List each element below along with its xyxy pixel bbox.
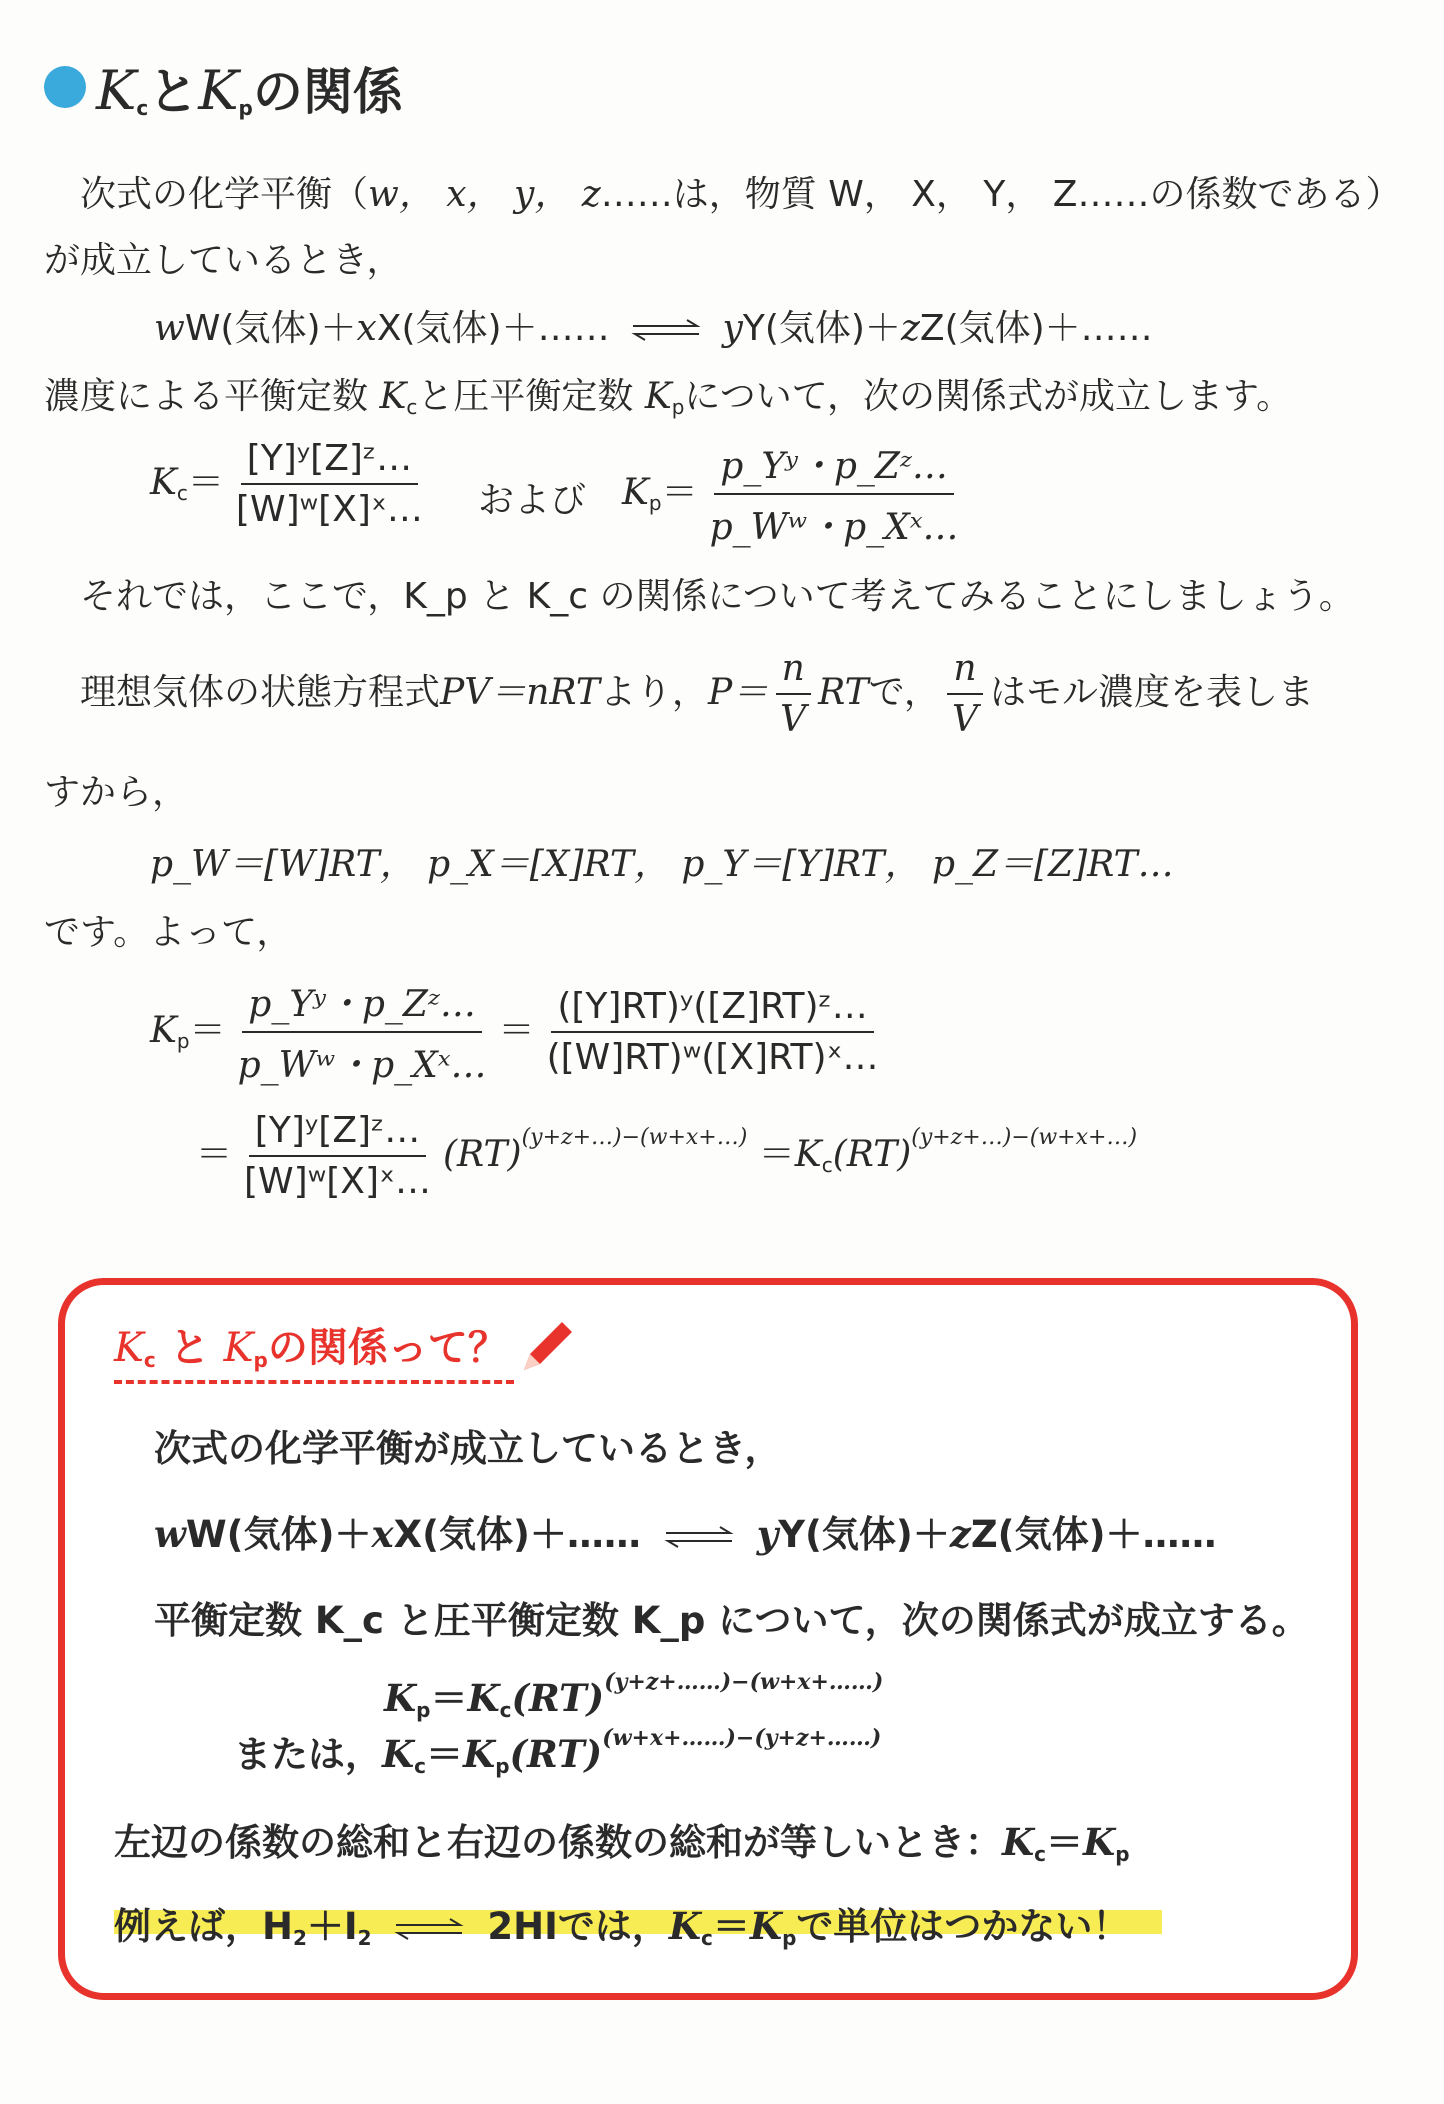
partial-pressures: p_W＝[W]RT， p_X＝[X]RT， p_Y＝[Y]RT， p_Z＝[Z]RT… <box>150 844 1174 885</box>
intro-line-1: 次式の化学平衡（w， x， y， z……は，物質 W， X， Y， Z……の係数である） <box>80 174 1402 215</box>
box-formula-2: または，$K_c=K_p(RT)^{(w+x+\dots\dots)-(y+z+\dots\dots)}$ <box>234 1725 882 1778</box>
ideal-gas-para-end: すから， <box>44 772 189 813</box>
box-title: $K_c$ と $K_p$の関係って？ <box>114 1325 508 1372</box>
pencil-icon <box>516 1318 576 1378</box>
box-line-3: 平衡定数 K_c と圧平衡定数 K_p について，次の関係式が成立する。 <box>154 1599 1309 1642</box>
box-line-1: 次式の化学平衡が成立しているとき， <box>154 1427 782 1470</box>
equilibrium-arrow-icon <box>631 319 701 341</box>
therefore-line: です。よって， <box>44 912 293 953</box>
equilibrium-equation: wW(気体)＋xX(気体)＋…… yY(気体)＋zZ(気体)＋…… <box>154 308 1153 349</box>
para-relation: それでは，ここで，K_p と K_c の関係について考えてみることにしましょう。 <box>80 576 1355 617</box>
derivation-line-1: $K_p=$ $\frac{\text{p\_Yʸ・p\_Zᶻ…}}{\text{p\_Wʷ・p\_Xˣ…}}$ ＝ $\frac{\text{([Y]RT)ʸ([Z]RT)ᶻ…}}{\text{([W]RT)ʷ([X]RT)ˣ…}}$ <box>150 976 890 1088</box>
box-equation: wW(気体)＋xX(気体)＋…… yY(気体)＋zZ(気体)＋…… <box>154 1512 1217 1556</box>
equilibrium-arrow-icon <box>664 1526 734 1548</box>
bullet-dot-icon <box>44 66 86 108</box>
kp-definition: $K_p=$ $\frac{\text{p\_Yʸ・p\_Zᶻ…}}{\text{p\_Wʷ・p\_Xˣ…}}$ <box>622 438 971 550</box>
equilibrium-arrow-icon <box>394 1918 464 1940</box>
box-formula-1: $K_p=K_c(RT)^{(y+z+\dots\dots)-(w+x+\dots\dots)}$ <box>384 1669 884 1722</box>
ideal-gas-para: 理想気体の状態方程式PV＝nRTより，P＝ $\frac{n}{V}$ RTで， $\frac{n}{V}$ はモル濃度を表しま <box>80 648 1314 740</box>
title-underline <box>114 1380 514 1384</box>
section-title: $K_c$と$K_p$の関係 <box>96 59 403 122</box>
kc-kp-intro: 濃度による平衡定数 $K_c$と圧平衡定数 $K_p$について，次の関係式が成立します。 <box>44 376 1293 419</box>
box-line-5: 左辺の係数の総和と右辺の係数の総和が等しいとき：$K_c=K_p$ <box>114 1820 1130 1866</box>
and-label: および <box>478 480 587 521</box>
box-line-6: 例えば，$H_2+I_2$ 2HIでは，$K_c=K_p$で単位はつかない！ <box>114 1904 1130 1950</box>
intro-line-2: が成立しているとき， <box>44 240 403 281</box>
kc-definition: $K_c=$ $\frac{\text{[Y]ʸ[Z]ᶻ…}}{\text{[W]ʷ[X]ˣ…}}$ <box>150 438 423 530</box>
derivation-line-2: ＝ $\frac{\text{[Y]ʸ[Z]ᶻ…}}{\text{[W]ʷ[X]ˣ…}}$ $(RT)^{(y+z+\dots)-(w+x+\dots)} =K_c(RT)^{(y+z+\dots)-(w+x+\dots)}$ <box>196 1110 1138 1202</box>
